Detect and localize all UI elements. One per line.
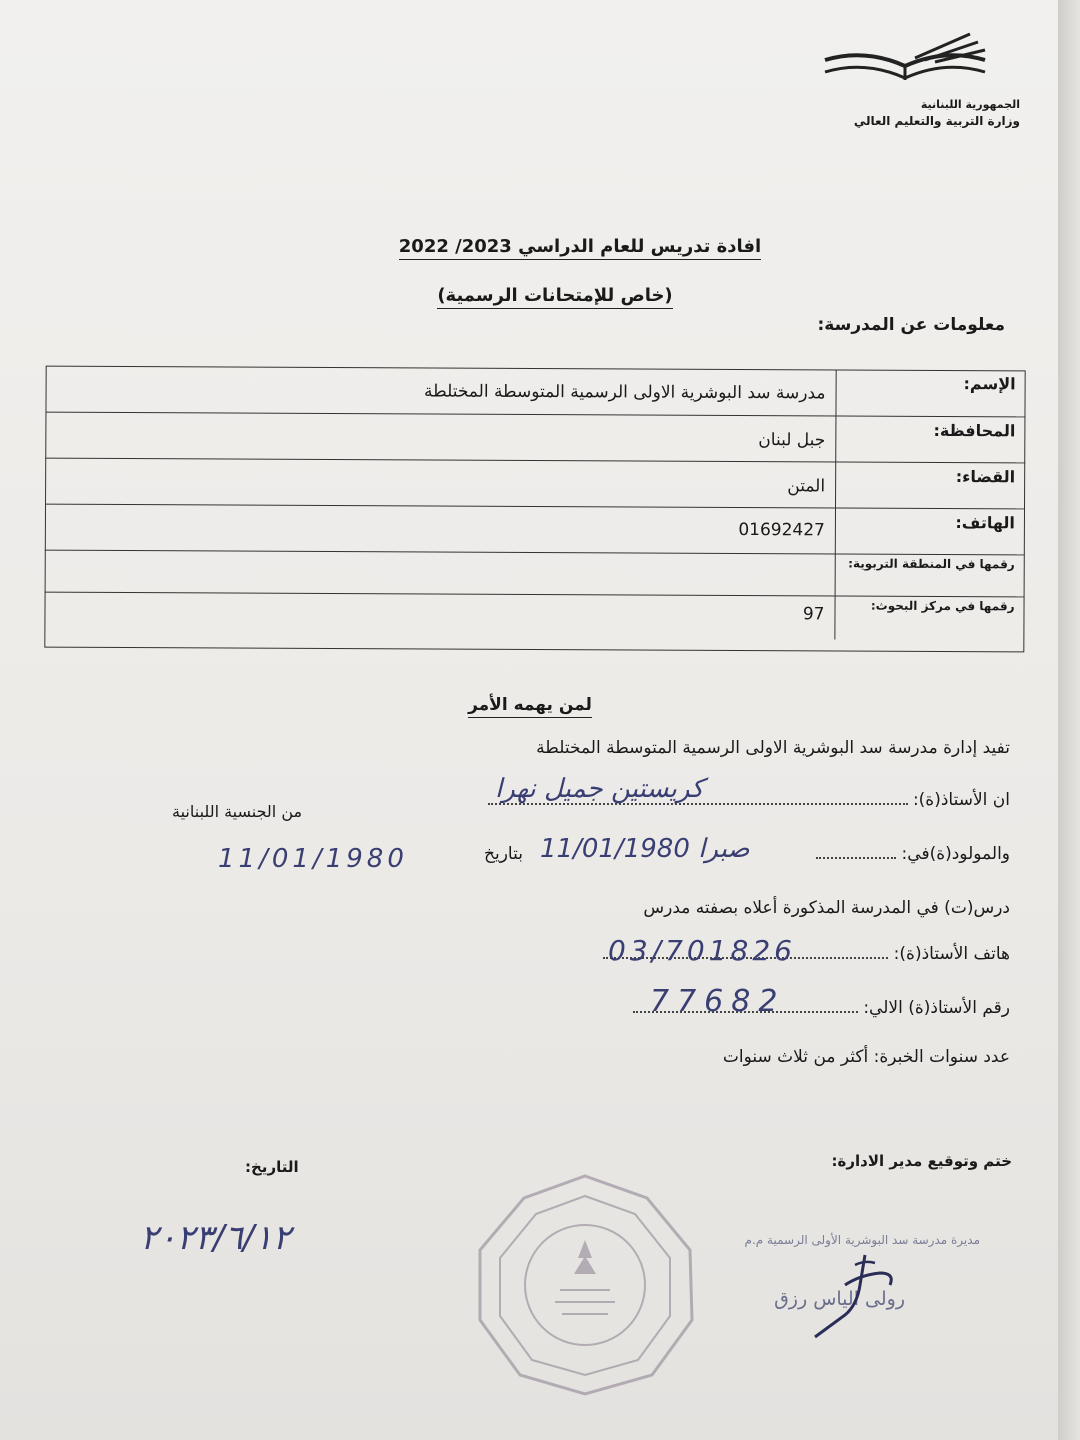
- id-label: رقم الأستاذ(ة) الالي:: [863, 998, 1010, 1018]
- director-title: مديرة مدرسة سد البوشرية الأولى الرسمية م.م: [744, 1233, 980, 1247]
- value-research-center-number: 97: [802, 604, 825, 625]
- label-research-center-number: رقمها في مركز البحوث:: [870, 598, 1015, 614]
- value-governorate: جبل لبنان: [758, 430, 826, 451]
- nationality-text: من الجنسية اللبنانية: [172, 802, 303, 821]
- id-handwritten: 77682: [650, 984, 786, 1019]
- born-label: والمولود(ة)في:: [901, 844, 1010, 864]
- value-school-name: مدرسة سد البوشرية الاولى الرسمية المتوسطة المختلطة: [423, 381, 826, 404]
- experience-label: عدد سنوات الخبرة:: [873, 1047, 1010, 1067]
- document-title: افادة تدريس للعام الدراسي 2023/ 2022: [100, 236, 1060, 257]
- phone-handwritten: 03/701826: [608, 934, 796, 967]
- director-signature: [805, 1245, 905, 1340]
- date-label-footer: التاريخ:: [245, 1158, 299, 1176]
- republic-name: الجمهورية اللبنانية: [920, 98, 1020, 111]
- school-info-label: معلومات عن المدرسة:: [817, 315, 1005, 335]
- date-label: بتاريخ: [484, 844, 523, 864]
- intro-line: تفيد إدارة مدرسة سد البوشرية الاولى الرسمية المتوسطة المختلطة: [536, 738, 1010, 758]
- table-row: [45, 366, 1025, 417]
- birth-line: [816, 844, 1010, 864]
- birth-place-handwritten: صبرا 11/01/1980: [540, 834, 750, 864]
- value-district: المتن: [787, 476, 826, 497]
- table-row: [45, 412, 1025, 464]
- director-name: رولى الياس رزق: [774, 1288, 905, 1310]
- label-education-zone-number: رقمها في المنطقة التربوية:: [848, 556, 1015, 572]
- label-district: القضاء:: [955, 467, 1016, 487]
- teacher-name-handwritten: كريستين جميل نهرا: [495, 774, 704, 804]
- to-whom-heading: لمن يهمه الأمر: [0, 695, 1060, 715]
- sign-label: ختم وتوقيع مدير الادارة:: [831, 1152, 1012, 1170]
- taught-line: درس(ت) في المدرسة المذكورة أعلاه بصفته مدرس: [643, 898, 1010, 918]
- page-edge: [1058, 0, 1080, 1440]
- ministry-name: وزارة التربية والتعليم العالي: [853, 114, 1020, 128]
- value-phone: 01692427: [738, 519, 825, 541]
- table-row: [45, 504, 1025, 556]
- official-stamp: [470, 1170, 700, 1400]
- phone-label: هاتف الأستاذ(ة):: [893, 944, 1010, 964]
- table-row: [45, 550, 1025, 598]
- experience-value: أكثر من ثلاث سنوات: [722, 1047, 869, 1067]
- birth-date-handwritten: 11/01/1980: [218, 844, 408, 874]
- teacher-label: ان الأستاذ(ة):: [912, 790, 1010, 810]
- table-row: [45, 458, 1025, 510]
- date-handwritten: ٢٠٢٣/٦/١٢: [140, 1218, 291, 1258]
- birth-place-dots: [816, 856, 896, 859]
- school-info-table: [44, 366, 1025, 653]
- label-governorate: المحافظة:: [933, 420, 1016, 441]
- table-row: [44, 592, 1024, 642]
- experience-line: [723, 1047, 1010, 1067]
- label-phone: الهاتف:: [955, 513, 1015, 533]
- label-name: الإسم:: [963, 374, 1016, 394]
- document-subtitle: (خاص للإمتحانات الرسمية): [50, 285, 1060, 306]
- ministry-logo: [820, 30, 990, 92]
